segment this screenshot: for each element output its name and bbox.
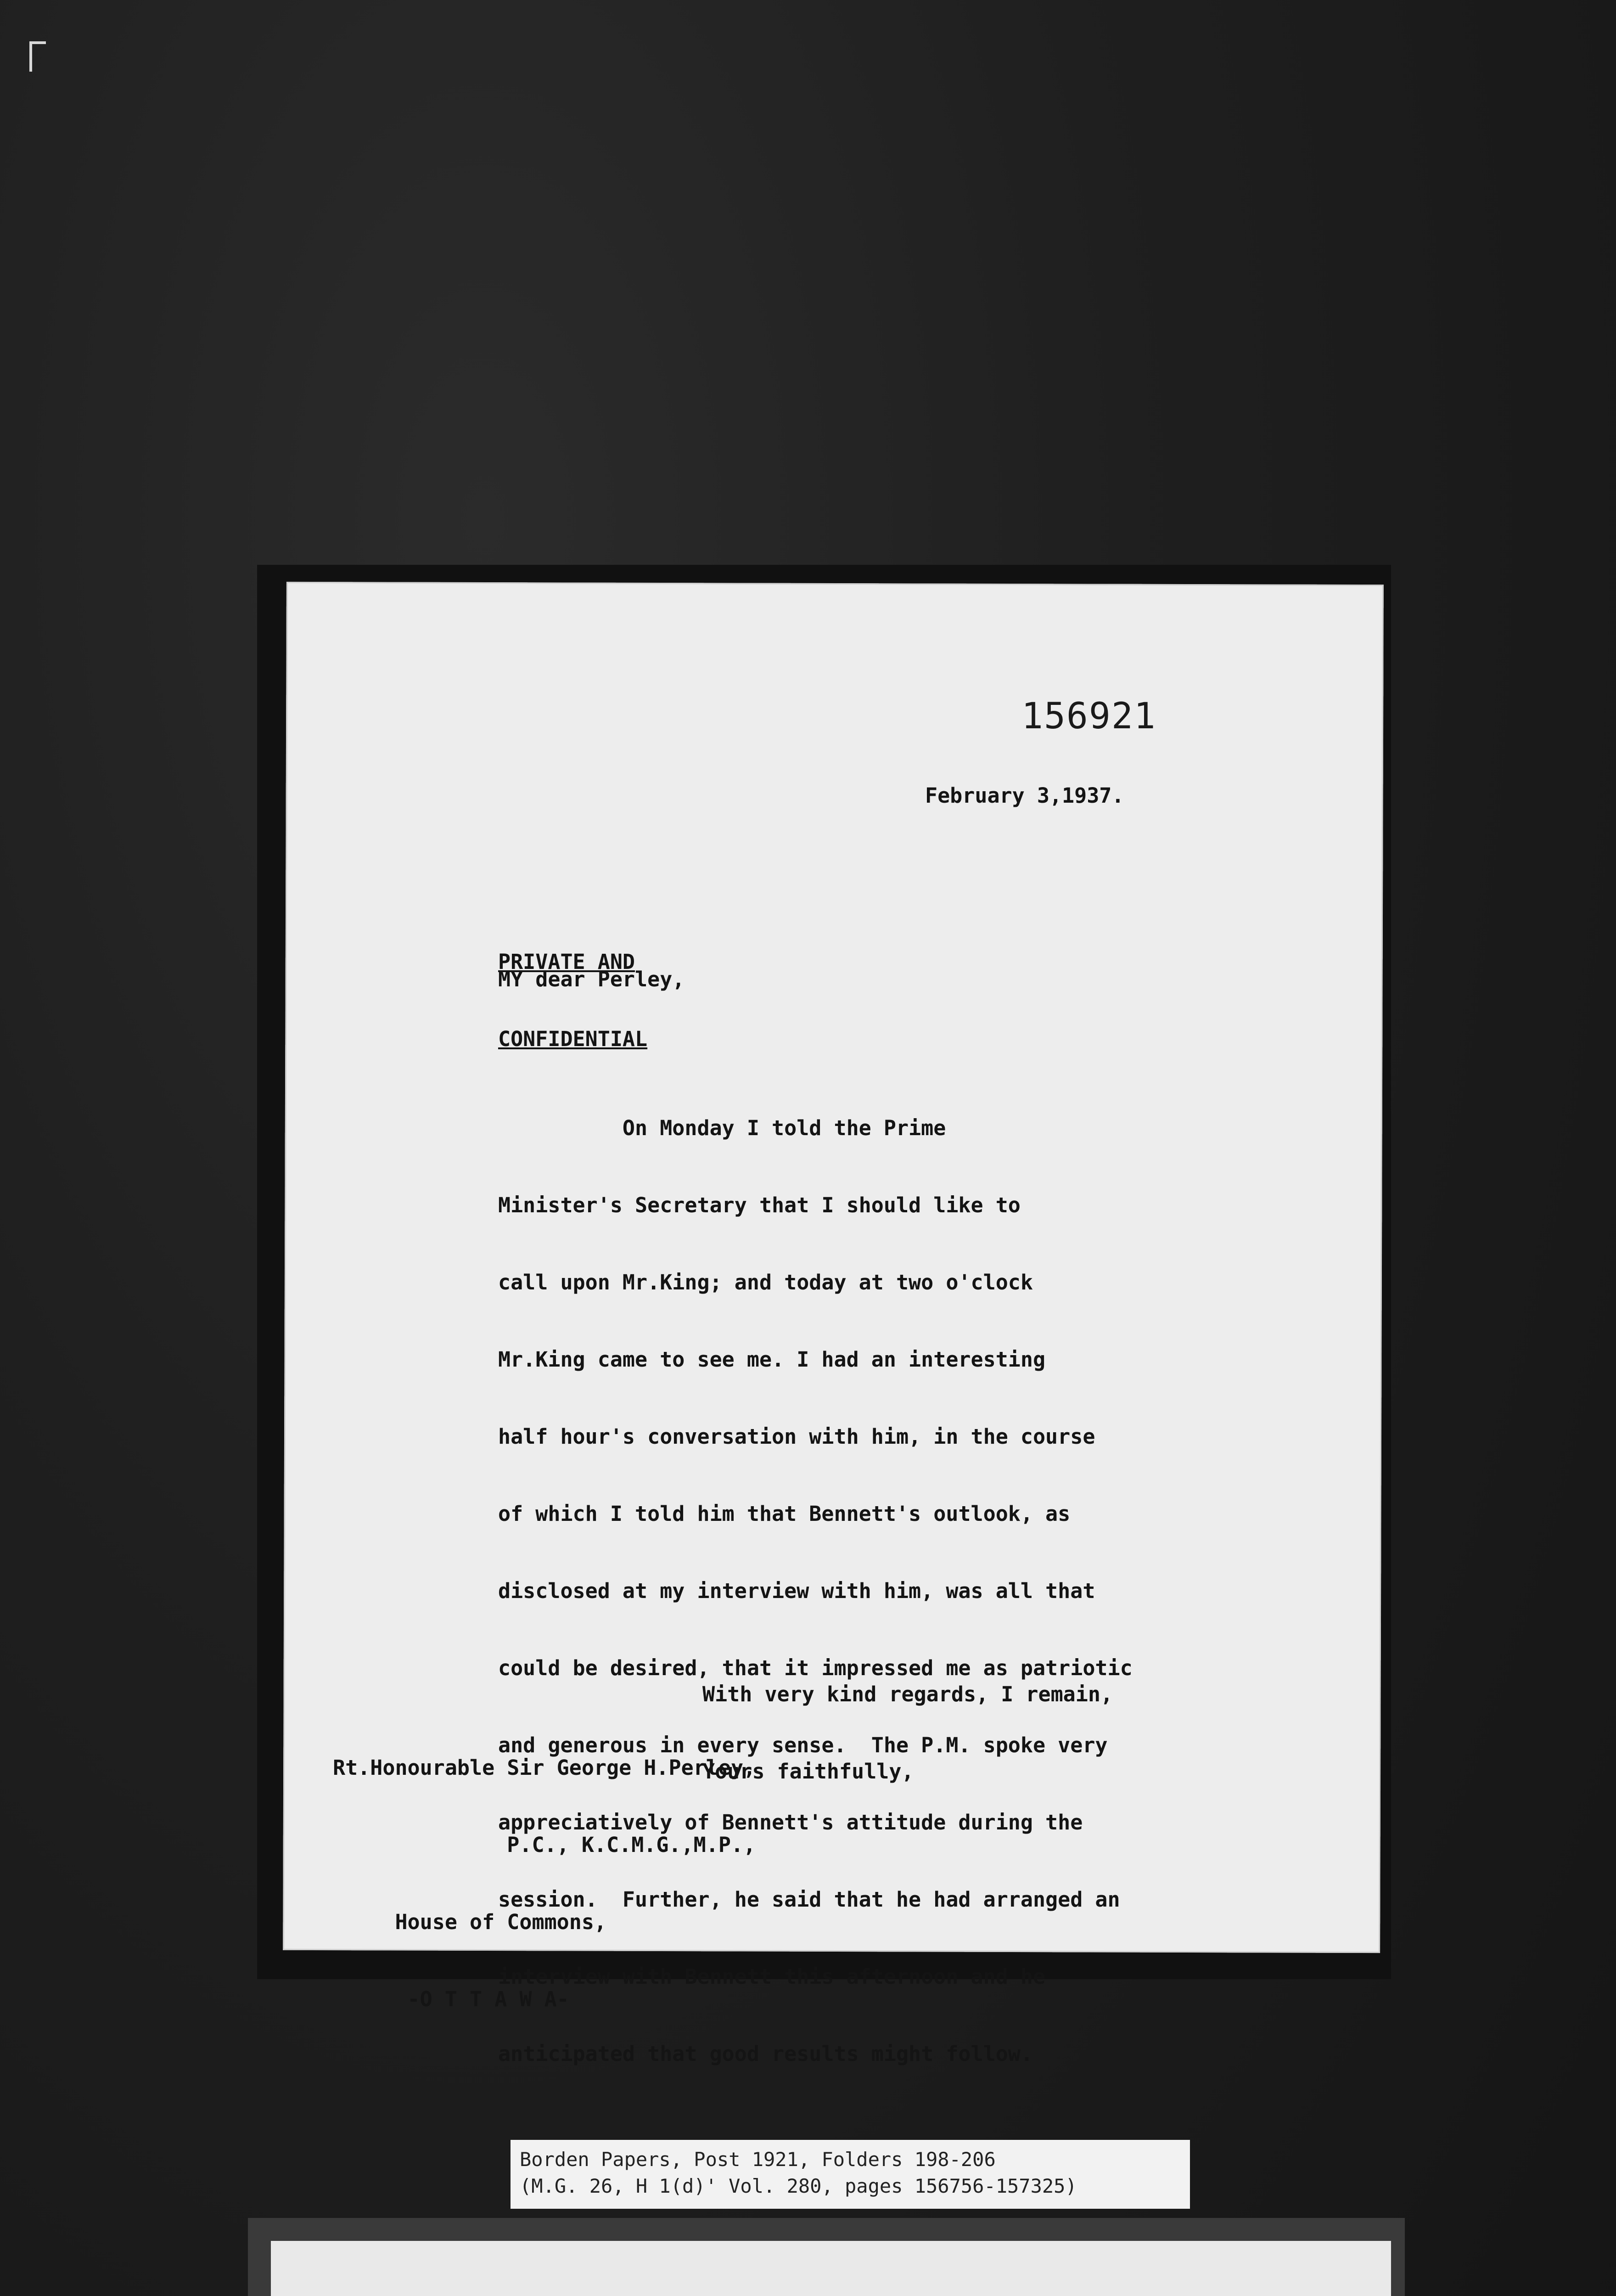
frame-corner-mark — [29, 41, 46, 72]
body-line: half hour's conversation with him, in the course — [498, 1424, 1095, 1449]
letter-date: February 3,1937. — [925, 783, 1124, 808]
document-number: 156921 — [1021, 696, 1156, 737]
closing-line: Yours faithfully, — [702, 1759, 914, 1784]
body-line: could be desired, that it impressed me as patriotic — [498, 1656, 1133, 1680]
archives-stamp — [271, 2241, 1391, 2296]
collection-caption — [511, 2140, 1190, 2209]
recipient-address — [333, 1704, 756, 2064]
body-line: Mr.King came to see me. I had an interesting — [498, 1347, 1046, 1372]
letter-closing — [702, 1630, 1113, 1836]
closing-line: With very kind regards, I remain, — [702, 1682, 1113, 1706]
address-line: Rt.Honourable Sir George H.Perley, — [333, 1756, 756, 1780]
caption-line-2: (M.G. 26, H 1(d)' Vol. 280, pages 156756-157325) — [520, 2175, 1077, 2197]
body-line: appreciatively of Bennett's attitude during the — [498, 1810, 1083, 1835]
caption-line-1: Borden Papers, Post 1921, Folders 198-206 — [520, 2148, 996, 2171]
body-line: disclosed at my interview with him, was all that — [498, 1579, 1095, 1603]
body-line: anticipated that good results might follow. — [498, 2042, 1033, 2066]
header-line-2: CONFIDENTIAL — [498, 1027, 648, 1051]
body-line: call upon Mr.King; and today at two o'clock — [498, 1270, 1033, 1294]
body-line: On Monday I told the Prime — [498, 1116, 946, 1140]
body-line: Minister's Secretary that I should like to — [498, 1193, 1021, 1217]
body-line: session. Further, he said that he had arranged an — [498, 1887, 1120, 1912]
address-line: -O T T A W A- — [333, 1987, 569, 2011]
body-line: of which I told him that Bennett's outlook, as — [498, 1502, 1071, 1526]
header-line-1: PRIVATE AND — [498, 950, 635, 974]
address-line: House of Commons, — [333, 1910, 607, 1934]
address-line: P.C., K.C.M.G.,M.P., — [333, 1833, 756, 1857]
body-line: and generous in every sense. The P.M. spoke very — [498, 1733, 1108, 1757]
body-line: interview with Bennett this afternoon and he — [498, 1964, 1046, 1989]
salutation: MY dear Perley, — [498, 967, 685, 991]
